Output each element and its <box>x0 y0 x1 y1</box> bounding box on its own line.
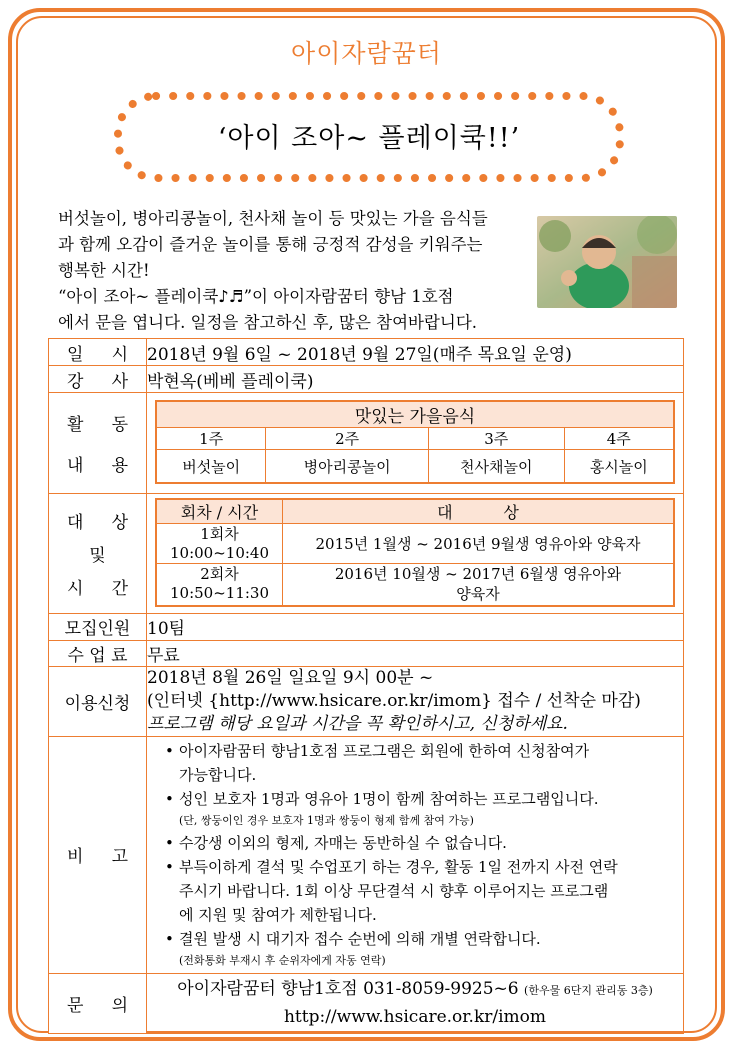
apply-value: 2018년 8월 26일 일요일 9시 00분 ~ (인터넷 {http://www.hsicare.or.kr/imom} 접수 / 선착순 마감) 프로그램 해당 요일과 시간을 꼭 확인하시고, 신청하세요. <box>147 666 684 736</box>
target-label: 대 상 및 시 간 <box>49 494 147 614</box>
activity-item: 홍시놀이 <box>564 449 674 483</box>
apply-label: 이용신청 <box>49 666 147 736</box>
notes-label: 비 고 <box>49 736 147 973</box>
session-2: 2회차 10:50~11:30 <box>156 564 283 606</box>
intro-line: “아이 조아~ 플레이쿡♪♬”이 아이자람꿈터 향남 1호점 <box>58 287 454 306</box>
activity-theme: 맛있는 가을음식 <box>156 401 674 428</box>
instructor-value: 박현옥(베베 플레이쿡) <box>147 366 684 393</box>
program-title: ‘아이 조아~ 플레이쿡!!’ <box>217 123 521 154</box>
child-photo <box>537 216 677 308</box>
session-1: 1회차 10:00~10:40 <box>156 524 283 564</box>
target-subtable <box>155 498 675 607</box>
contact-url: http://www.hsicare.or.kr/imom <box>283 1007 547 1027</box>
note-item: • 성인 보호자 1명과 영유아 1명이 함께 참여하는 프로그램입니다. (단, 쌍둥이인 경우 보호자 1명과 쌍둥이 형제 함께 참여 가능) <box>165 787 675 831</box>
target-1: 2015년 1월생 ~ 2016년 9월생 영유아와 양육자 <box>283 524 675 564</box>
contact-value: 아이자람꿈터 향남1호점 031-8059-9925~6 (한우물 6단지 관리동 3층) http://www.hsicare.or.kr/imom <box>147 973 684 1033</box>
note-item: • 수강생 이외의 형제, 자매는 동반하실 수 없습니다. <box>165 831 675 855</box>
activity-label: 활 동 내 용 <box>49 393 147 494</box>
target-cell <box>147 494 684 614</box>
week-header: 3주 <box>428 427 564 449</box>
activity-item: 천사채놀이 <box>428 449 564 483</box>
date-label: 일 시 <box>49 339 147 366</box>
contact-label: 문 의 <box>49 973 147 1033</box>
target-col-header: 대 상 <box>283 499 675 524</box>
note-item: • 부득이하게 결석 및 수업포기 하는 경우, 활동 1일 전까지 사전 연락 주시기 바랍니다. 1회 이상 무단결석 시 향후 이루어지는 프로그램 에 지원 및 참여가 제한됩니다. <box>165 855 675 927</box>
program-info-table <box>48 338 684 1034</box>
activity-item: 버섯놀이 <box>156 449 266 483</box>
week-header: 1주 <box>156 427 266 449</box>
activity-subtable <box>155 400 675 485</box>
intro-line: 과 함께 오감이 즐거운 놀이를 통해 긍정적 감성을 키워주는 <box>58 235 483 254</box>
session-col-header: 회차 / 시간 <box>156 499 283 524</box>
intro-text <box>58 206 528 336</box>
instructor-label: 강 사 <box>49 366 147 393</box>
fee-label: 수 업 료 <box>49 640 147 666</box>
week-header: 2주 <box>266 427 429 449</box>
activity-cell <box>147 393 684 494</box>
apply-notice: 프로그램 해당 요일과 시간을 꼭 확인하시고, 신청하세요. <box>147 713 568 734</box>
capacity-label: 모집인원 <box>49 613 147 640</box>
target-2: 2016년 10월생 ~ 2017년 6월생 영유아와 양육자 <box>283 564 675 606</box>
org-title: 아이자람꿈터 <box>291 39 442 68</box>
fee-value: 무료 <box>147 640 684 666</box>
week-header: 4주 <box>564 427 674 449</box>
intro-line: 에서 문을 엽니다. 일정을 참고하신 후, 많은 참여바랍니다. <box>58 313 478 332</box>
activity-item: 병아리콩놀이 <box>266 449 429 483</box>
capacity-value: 10팀 <box>147 613 684 640</box>
notes-cell <box>147 736 684 973</box>
note-item: • 결원 발생 시 대기자 접수 순번에 의해 개별 연락합니다. (전화통화 부재시 후 순위자에게 자동 연락) <box>165 927 675 971</box>
note-item: • 아이자람꿈터 향남1호점 프로그램은 회원에 한하여 신청참여가 가능합니다. <box>165 739 675 787</box>
intro-line: 버섯놀이, 병아리콩놀이, 천사채 놀이 등 맛있는 가을 음식들 <box>58 209 488 228</box>
date-value: 2018년 9월 6일 ~ 2018년 9월 27일(매주 목요일 운영) <box>147 339 684 366</box>
intro-line: 행복한 시간! <box>58 261 150 280</box>
